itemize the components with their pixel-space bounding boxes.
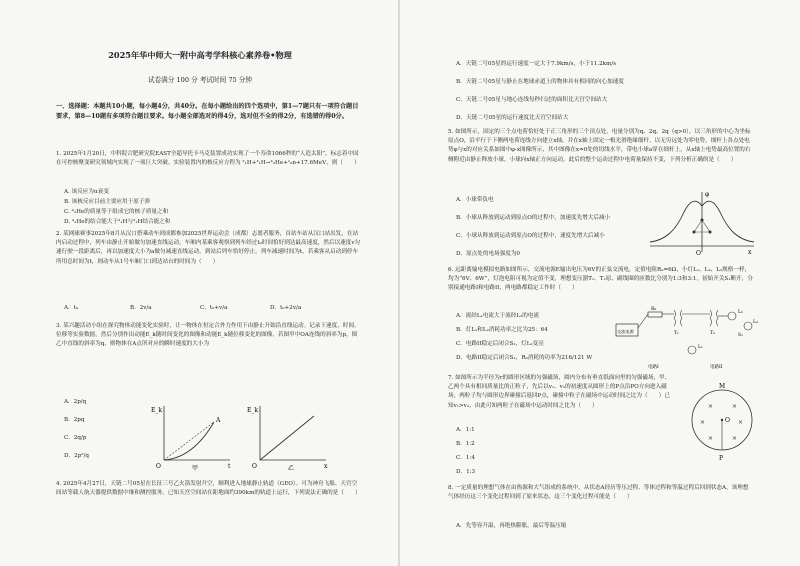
q7-field-mark: × (708, 403, 714, 410)
q5-option-b: B．小球从释放到运动到原点O的过程中，加速度先增大后减小 (456, 215, 611, 221)
q1-stem: 1. 2025年1月20日，中科院合肥研究院EAST全超导托卡马克装置成功实现了一个寿命1066秒的“人造太阳”，标志着中国在可控核聚变研究领域内实现了一项巨大突破。实验装置内的核反应方程为 ²₁H+³₁H→⁴₂He+¹₀n+17.6MeV，则（ ） (56, 151, 360, 167)
section1-heading: 一、选择题：本题共10小题，每小题4分，共40分。在每小题给出的四个选项中，第1—7题只有一项符合题目要求，第8—10题有多项符合题目要求。每小题全部选对的得4分，选对但不全的得2分，有选错的得0分。 (56, 103, 359, 120)
q5-charge-left (693, 231, 696, 234)
q5-charge-right (709, 231, 712, 234)
q5-option-c: C．小球从释放到运动到原点O的过程中，速度先增大后减小 (456, 233, 605, 239)
q1-option-d: D. ⁴₂He的结合能大于²₁H与³₁H结合能之和 (64, 219, 171, 225)
q4-option-a: A．天链二号05星的运行速度一定大于7.9km/s，小于11.2km/s (456, 61, 617, 67)
q5-ylabel: φ (705, 191, 710, 198)
q7-field-mark: × (738, 419, 744, 426)
q6-lamp-l2 (728, 312, 736, 320)
q2-option-b: B．2v/a (130, 305, 152, 311)
q8-option-a: A．先等容升温，再绝热膨胀，最后等温压缩 (456, 523, 567, 529)
q6-caption-1: 电路I (648, 365, 659, 370)
q6-source-label: 交流电源 (617, 329, 634, 334)
exam-subtitle: 试卷满分 100 分 考试时间 75 分钟 (148, 76, 252, 84)
q6-lamp-l3 (744, 322, 752, 330)
q3-option-a: A．2p/q (64, 399, 87, 405)
q6-t1-primary (674, 310, 676, 326)
q6-r0-label: R₀ (651, 307, 657, 312)
q3-graph1-xlabel: t (228, 463, 231, 470)
q6-t2-label: T₂ (710, 331, 715, 336)
q2-option-c: C．t₀+v/a (200, 305, 228, 311)
q7-option-b: B．1:2 (456, 441, 475, 447)
q7-option-d: D．1:3 (456, 469, 476, 475)
q3-graph2-xlabel: x (324, 463, 328, 470)
q3-stem: 3. 某兴趣活动小组在探究物体动能变化实验时，让一物体在恒定合外力作用下由静止开始沿直线运动。记录下速度、时间、位移等实验数据，然后分别作出动能E_k随时间变化的图像和动能E_k随位移变化的图像，若图甲中OA连线的斜率为p，图乙中直线的斜率为q，则物体在A点所对应的瞬时速度的大小为 (56, 323, 360, 348)
q1-option-c: C. ⁴₂He的质量等于组成它的核子质量之和 (64, 209, 169, 215)
q8-stem: 8. 一定质量的理想气体在由热源和大气组成的系统中，从状态A经历等压过程、等体过程和等温过程后回到状态A，该理想气体经历这三个变化过程回到了原来状态，这三个变化过程可能是（ ） (448, 485, 749, 501)
q5-origin: O (696, 250, 701, 257)
q3-graph2-caption: 乙 (288, 465, 295, 472)
q6-t1-secondary (681, 310, 683, 326)
right-page (400, 0, 800, 566)
q7-option-a: A．1:1 (456, 427, 475, 433)
q3-graph1-oa-line (164, 422, 214, 460)
q5-stem: 5. 如图所示，固定的三个点电荷恰好处于正三角形的三个顶点处，电量分别为q、2q、2q（q>0），以三角形的中心为坐标原点O，沿平行于下侧两电荷连线方向建立x轴，并在x轴上固定一根光滑绝缘细杆，以无穷远处为零电势，细杆上各点处电势φ与x的对应关系如图中φ-x图像所示，其中图像在x=0处的切线水平，带电小球a穿在细杆上，从x轴上电势最高位置的右侧附近由静止释放小球，小球向x轴正方向运动，此后的整个运动过程中电荷量保持不变，下列分析正确的是（ ） (448, 129, 751, 163)
q6-option-a: A．流经L₁电流大于流经L₂的电流 (456, 313, 540, 319)
q6-option-d: D．电路II稳定后闭合S₁，R₀消耗的功率为216/121 W (456, 355, 593, 361)
q6-r0-resistor (648, 312, 662, 317)
q7-label-center: O (725, 417, 730, 424)
q6-wire-1 (638, 314, 648, 328)
q7-label-top: M (719, 383, 726, 390)
q3-graph1-origin: O (156, 463, 161, 470)
q1-option-b: B. 该核反应目前主要应用于原子弹 (64, 199, 150, 205)
q3-graph1-caption: 甲 (192, 465, 199, 472)
q5-potential-graph (646, 186, 758, 262)
q6-t2-secondary (717, 310, 719, 326)
q3-graph1-ylabel: E_k (151, 407, 163, 414)
q4-stem: 4. 2025年4月27日，天链二号05星在长征三号乙火箭发射升空，顺利进入地球静止轨道（GEO）。可为神舟飞船、天宫空间站等载人航天器提供数据中继和测控服务。已知天宫空间站在距地面约390km的轨道上运行，下列说法正确的是（ ） (56, 481, 361, 497)
q3-option-c: C．2q/p (64, 435, 87, 441)
q6-circuit-diagram (612, 304, 762, 374)
q4-option-b: B．天链二号05星与静止在地球赤道上的物体具有相同的向心加速度 (456, 79, 624, 85)
q7-field-mark: × (700, 419, 706, 426)
q4-option-d: D．天链二号05星的运行速度比天宫空间站大 (456, 115, 569, 121)
q7-label-bottom: P (719, 455, 724, 462)
q7-field-mark: × (708, 435, 714, 442)
q5-option-a: A．小球带负电 (456, 197, 494, 203)
q1-option-a: A. 该反应为α衰变 (64, 189, 109, 195)
q7-magnetic-field-diagram (682, 380, 762, 464)
q5-xlabel: x (748, 249, 752, 256)
q3-graph-jia (148, 400, 238, 472)
q7-field-mark: × (732, 435, 738, 442)
q6-caption-2: 电路II (710, 365, 723, 370)
q3-option-b: B．2pq (64, 417, 85, 423)
q2-option-d: D．t₀+2v/a (270, 305, 302, 311)
q7-option-c: C．1:4 (456, 455, 475, 461)
q3-option-d: D．2p²/q (64, 453, 89, 459)
q6-l3-label: L₃ (753, 320, 758, 325)
q4-option-c: C．天链二号05星与地心连线每秒扫过的面积比天宫空间站大 (456, 97, 608, 103)
q3-graph2-line (260, 416, 314, 460)
q5-option-d: D．原点处的电场强度为0 (456, 251, 520, 257)
q6-l1-label: L₁ (698, 345, 703, 350)
q6-stem: 6. 远距离输电模拟电路如图所示，交流电源E输出电压为6V的正弦交流电，定值电阻R₀=6Ω，小灯L₁、L₂、L₃规格一样，均为“6V、6W”，灯泡电阻可视为定值不变，理想变压器T₁、T₂原、副线圈的匝数比分别为1:3和3:1。初始开关S₁断开，分别接通电路I和电路II，两电路都稳定工作时（ ） (448, 267, 753, 292)
q3-graph1-point-a: A (216, 417, 221, 424)
q2-stem: 2. 某网球赛事2025年8月从汉口搭乘动车到成都参加2025世界运动会（成都）志愿者服务，首站车站从汉口站出发，在站内启动过程中，列车由静止开始做匀加速直线运动，车厢内某乘客观察到列车经过t₀时间恰好到达最高速度，然后以速度v匀速行驶一段距离后，再以加速度大小为a做匀减速直线运动，到站后列车恰好停止。列车减速时间为t，若乘客从启动到停车所用总时间为t，则动车从1号车厢门口到达站台的时间为（ ） (56, 231, 361, 265)
q6-l2-label: L₂ (738, 310, 743, 315)
q6-t1-label: T₁ (674, 331, 679, 336)
q3-graph2-origin: O (252, 463, 257, 470)
q3-graph2-ylabel: E_k (247, 407, 259, 414)
q7-stem: 7. 如图所示为半径为r的圆形区域的匀强磁场，圆内分布有垂直纸面向里的匀强磁场，甲、乙两个具有相同质量比的正粒子，先后以v₁、v₂的初速度从圆形上的P点沿PO方向进入磁场，两粒子均与圆形边界碰撞后返回P点，碰撞中粒子在磁场中运动时间之比为（ ）已知v₁>v₂，由此可知两粒子在磁场中运动时间之比为（ ） (448, 375, 671, 409)
q6-t2-primary (710, 310, 712, 326)
q6-s1-label: S₁ (738, 333, 743, 338)
exam-title: 2025年华中师大一附中高考学科核心素养卷•物理 (108, 50, 292, 60)
q3-graph-yi (244, 400, 334, 472)
q2-option-a: A．t₀ (64, 305, 79, 311)
q6-lamp-l1 (688, 346, 696, 354)
q7-field-mark: × (732, 403, 738, 410)
q6-option-b: B．灯L₁和L₂消耗功率之比为25：64 (456, 327, 548, 333)
q6-option-c: C．电路II稳定后闭合S₁，灯L₂变亮 (456, 341, 544, 347)
q5-charge-top (701, 219, 704, 222)
